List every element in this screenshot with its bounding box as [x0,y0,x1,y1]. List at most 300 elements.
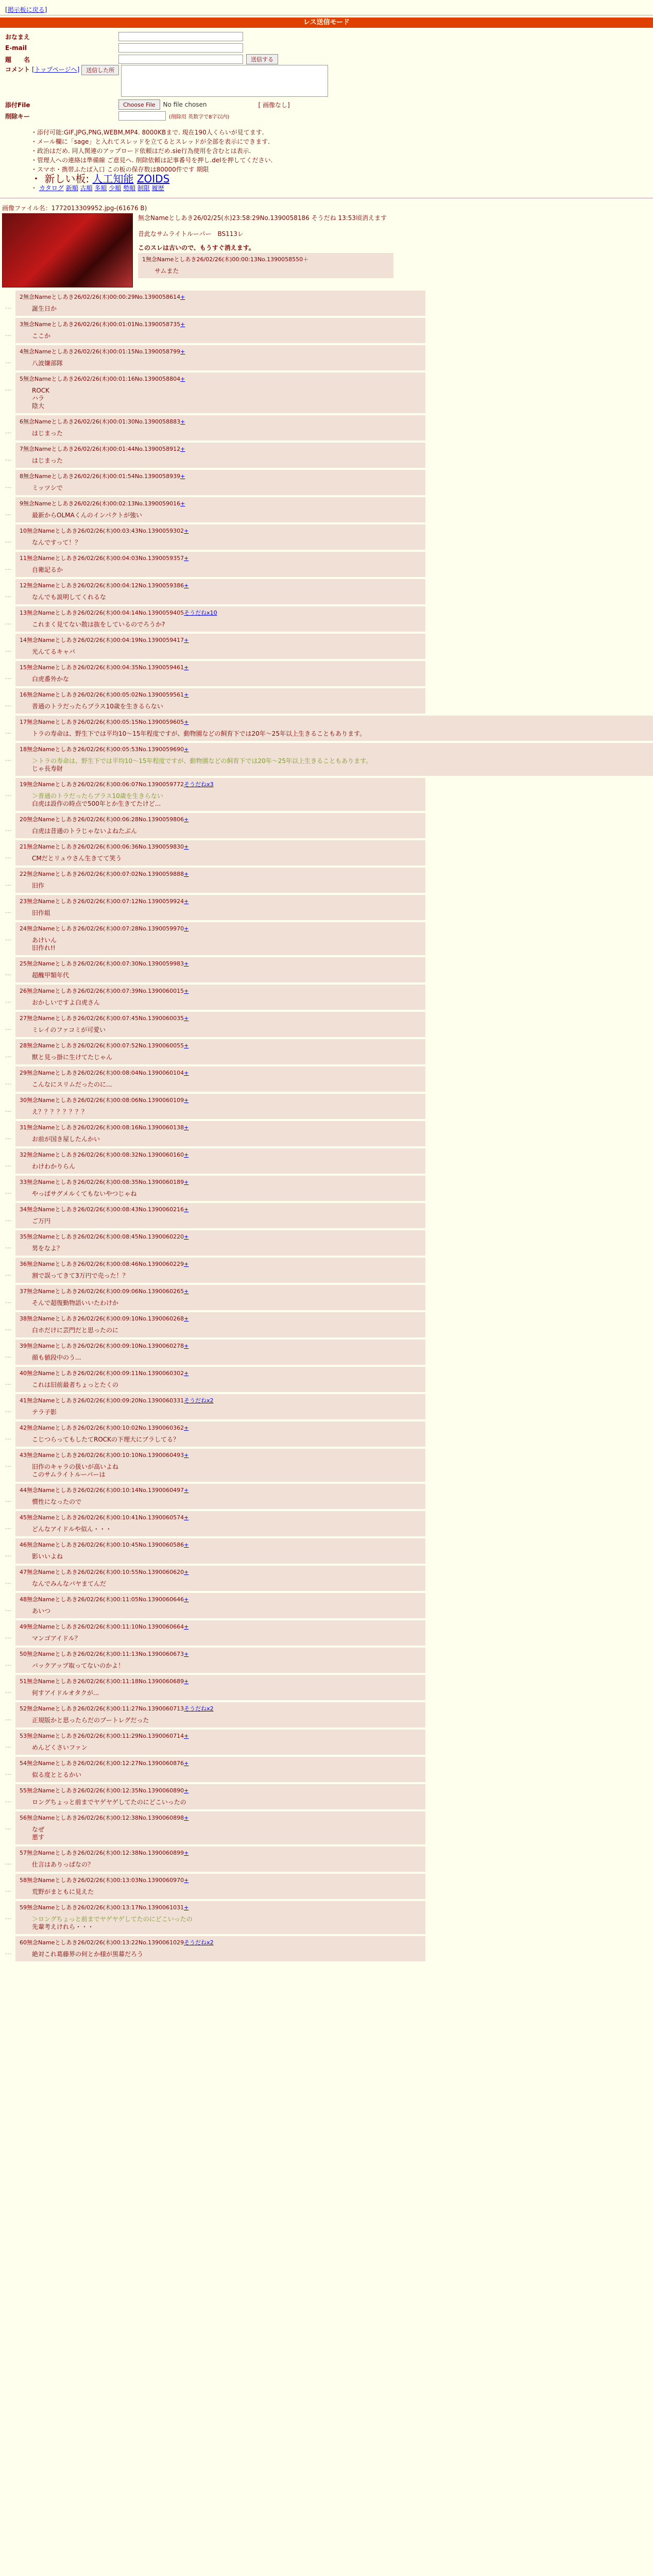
post-number: 29 [20,1070,27,1076]
post-number: 30 [20,1097,27,1104]
post-id[interactable]: 1390059461 [148,664,184,671]
reply-post [5,579,425,604]
email-input[interactable] [118,43,243,53]
post-body [32,1635,421,1642]
post-id[interactable]: 1390059016 [144,500,181,507]
post-line: ここか [32,332,51,340]
post-time: 26/02/26(木)00:09:11 [77,1370,139,1377]
op-file-line[interactable]: 画像ファイル名：1772013309952.jpg-(61676 B) [2,205,147,212]
post-number: 52 [20,1705,27,1712]
post-number: 33 [20,1179,27,1185]
post-id[interactable]: 1390060138 [148,1124,184,1131]
post-no-prefix: No. [138,988,148,994]
post-id[interactable]: 1390060620 [148,1569,184,1575]
post-no-prefix: No. [138,1850,148,1856]
post-id[interactable]: 1390059561 [148,691,184,698]
reply-marker: … [5,1161,11,1168]
sodane-button[interactable]: + [180,500,185,507]
post-id[interactable]: 1390060362 [148,1425,184,1431]
sodane-button[interactable]: + [184,746,189,753]
poster-name: 無念Nameとしあき [23,294,74,300]
post-no-prefix: No. [138,637,148,643]
post-id[interactable]: 1390060220 [148,1233,184,1240]
reply-post [5,1285,425,1310]
op-header: 無念Nameとしあき26/02/25(水)23:58:29No.1390058186 そうだね 13:53頃消えます [138,214,387,222]
post-number: 2 [20,294,23,300]
sodane-button[interactable]: そうだねx2 [184,1939,214,1946]
sodane-button[interactable]: + [184,1487,189,1494]
post-id[interactable]: 1390058799 [144,348,181,355]
post-id[interactable]: 1390060109 [148,1097,184,1104]
sodane-button[interactable]: + [184,1733,189,1739]
post-time: 26/02/26(木)00:07:12 [77,898,139,905]
post-header [20,663,421,671]
post-id[interactable]: 1390060229 [148,1261,184,1267]
reply-post [5,291,425,316]
sort-link[interactable]: 勢順 [123,184,136,192]
post-line: 慣性になったので [32,1498,82,1505]
reply-marker: … [5,1434,11,1441]
rule-line: ・ メール欄に「sage」と入れてスレッドを立てるとスレッドが全部を表示にできます. [31,137,653,146]
poster-name: 無念Nameとしあき [27,960,78,967]
post-id[interactable]: 1390060278 [148,1343,184,1349]
post-time: 26/02/26(木)00:11:29 [77,1733,139,1739]
name-input[interactable] [118,32,243,41]
sodane-button[interactable]: そうだねx2 [184,1705,214,1712]
sodane-button[interactable]: + [184,664,189,671]
post-header [20,1513,421,1521]
reply-marker: … [5,1578,11,1585]
post-id[interactable]: 1390060876 [148,1760,184,1767]
sodane-button[interactable]: + [184,1425,189,1431]
sodane-button[interactable]: + [180,473,185,480]
sodane-button[interactable]: + [184,1206,189,1213]
sort-link[interactable]: 少順 [109,184,122,192]
post-line: 仕言はありっぱなの？ [32,1861,94,1868]
poster-name: 無念Nameとしあき [27,1733,78,1739]
sodane-button[interactable]: + [184,988,189,994]
sodane-button[interactable]: + [184,637,189,643]
post-id[interactable]: 1390059830 [148,843,184,850]
reply-post [5,1394,425,1419]
post-body [32,999,421,1007]
sodane-button[interactable]: + [184,960,189,967]
sodane-button[interactable]: + [184,1233,189,1240]
reply-post [5,1230,425,1256]
post-line: 悪す [32,1834,45,1841]
post-time: 26/02/26(木)00:08:32 [77,1151,139,1158]
post-number: 23 [20,898,27,905]
post-number: 19 [20,781,27,788]
post-id[interactable]: 1390060898 [148,1815,184,1821]
reply-post [5,345,425,370]
post-number: 44 [20,1487,27,1494]
post-no-prefix: No. [134,348,145,355]
comment-helper-button[interactable]: 送信した所 [81,65,119,75]
post-body [32,332,421,340]
sort-link[interactable]: 古順 [80,184,93,192]
sodane-button[interactable]: + [184,1541,189,1548]
sodane-button[interactable]: + [184,871,189,877]
rule-line: ・ 政治はだめ. 同人関連のアップロード依頼はだめ.sie行為使用を含むとは表示. [31,146,653,156]
post-line: このサムライトルーパーは [32,1471,106,1478]
reply-marker: … [5,1297,11,1304]
post-line: めんどくさいファン [32,1744,88,1751]
reply-post [5,1675,425,1700]
post-header [20,842,421,851]
sodane-button[interactable]: + [184,1288,189,1295]
post-header [20,1451,421,1459]
post-line: 正規版かと思ったらだのブートレグだった [32,1717,149,1724]
poster-name: 無念Nameとしあき [27,871,78,877]
sodane-button[interactable]: + [184,898,189,905]
sodane-button[interactable]: + [184,1569,189,1575]
post-id[interactable]: 1390060890 [148,1787,184,1794]
post-line: ミレイのファコミが可愛い [32,1026,106,1033]
sodane-button[interactable]: + [184,1651,189,1657]
post-number: 51 [20,1678,27,1685]
new-board-link[interactable]: ZOIDS [136,173,170,185]
sodane-button[interactable]: + [184,1815,189,1821]
sodane-button[interactable]: + [184,1452,189,1459]
post-id[interactable]: 1390060055 [148,1042,184,1049]
reply-post [5,895,425,920]
post-id[interactable]: 1390059302 [148,528,184,534]
post-header [20,293,421,301]
post-id[interactable]: 1390058735 [144,321,181,328]
post-id[interactable]: 1390060713 [148,1705,184,1712]
post-number: 53 [20,1733,27,1739]
comment-label: コメント [5,66,30,73]
reply-post [5,1566,425,1591]
post-number: 16 [20,691,27,698]
post-id[interactable]: 1390060646 [148,1596,184,1603]
post-id[interactable]: 1390059924 [148,898,184,905]
reply-post [5,922,425,955]
reply-marker: … [5,880,11,887]
sodane-button[interactable]: + [184,1678,189,1685]
sodane-button[interactable]: そうだねx2 [184,1397,214,1404]
post-id[interactable]: 1390061029 [148,1939,184,1946]
post-header [20,1704,421,1713]
post-id[interactable]: 1390060714 [148,1733,184,1739]
post-time: 26/02/26(木)00:09:10 [77,1315,139,1322]
post-line: あいつ [32,1607,51,1615]
post-time: 26/02/26(木)00:07:02 [77,871,139,877]
post-id[interactable]: 1390060331 [148,1397,184,1404]
sodane-button[interactable]: そうだねx10 [184,609,217,616]
post-header [20,1786,421,1794]
reply-post [5,1784,425,1809]
post-time: 26/02/26(木)00:03:43 [77,528,139,534]
post-id[interactable]: 1390058804 [144,376,181,382]
post-number: 35 [20,1233,27,1240]
post-line: マンゴアイドル？ [32,1635,81,1642]
post-header [20,1540,421,1549]
post-id[interactable]: 1390059772 [148,781,184,788]
post-body [32,757,653,773]
reply-marker: … [5,673,11,681]
reply-post [5,497,425,522]
reply-post [5,1874,425,1899]
sodane-button[interactable]: + [184,1315,189,1322]
post-number: 54 [20,1760,27,1767]
post-id[interactable]: 1390060160 [148,1151,184,1158]
post-body [32,1409,421,1416]
delkey-input[interactable] [118,111,166,121]
post-header [20,815,421,823]
poster-name: 無念Nameとしあき [27,1787,78,1794]
sodane-button[interactable]: + [184,1042,189,1049]
reply-marker: … [5,1687,11,1694]
reply-post [5,957,425,982]
post-id[interactable]: 1390059417 [148,637,184,643]
sodane-button[interactable]: + [184,691,189,698]
sort-link[interactable]: 多順 [94,184,107,192]
new-board-link[interactable]: 人工知能 [92,173,134,185]
post-id[interactable]: 1390060104 [148,1070,184,1076]
post-line: これは旧前最者ちょっとたくの [32,1381,119,1388]
post-id[interactable]: 1390060586 [148,1541,184,1548]
post-id[interactable]: 1390060689 [148,1678,184,1685]
sodane-button[interactable]: + [180,321,185,328]
post-id[interactable]: 1390059888 [148,871,184,877]
reply-post [5,1901,425,1934]
sodane-button[interactable]: + [184,1623,189,1630]
post-id[interactable]: 1390060664 [148,1623,184,1630]
post-body [32,1081,421,1089]
post-id[interactable]: 1390060493 [148,1452,184,1459]
post-number: 49 [20,1623,27,1630]
post-number: 36 [20,1261,27,1267]
sodane-button[interactable]: + [184,1877,189,1884]
reply-post [5,661,425,686]
post-number: 18 [20,746,27,753]
post-id[interactable]: 1390059357 [148,555,184,562]
post-time: 26/02/26(木)00:04:14 [77,609,139,616]
sort-link[interactable]: 履歴 [151,184,164,192]
sodane-button[interactable]: + [184,1097,189,1104]
post-body [32,360,421,367]
post-time: 26/02/26(木)00:08:35 [77,1179,139,1185]
post-body [32,512,421,519]
poster-name: 無念Nameとしあき [27,1678,78,1685]
post-line: 先輩考えけれら・・・ [32,1923,94,1930]
sodane-button[interactable]: + [184,1151,189,1158]
post-time: 26/02/26(木)00:01:15 [74,348,135,355]
post-number: 13 [20,609,27,616]
sodane-button[interactable]: + [184,1015,189,1022]
sodane-button[interactable]: + [180,294,185,300]
post-line: バックアップ取ってないのかよ！ [32,1662,125,1669]
sodane-button[interactable]: + [180,446,185,452]
post-id[interactable]: 1390059386 [148,582,184,589]
post-id[interactable]: 1390059605 [148,719,184,725]
post-time: 26/02/26(木)00:05:53 [77,746,139,753]
reply-marker: … [5,1079,11,1086]
choose-file-button[interactable]: Choose File [118,99,160,110]
post-id[interactable]: 1390058939 [144,473,181,480]
post-id[interactable]: 1390059806 [148,816,184,823]
top-page-link[interactable]: [トップページへ] [32,66,80,73]
post-header [20,718,653,726]
subject-input[interactable] [118,55,243,64]
sodane-button[interactable]: + [184,1124,189,1131]
sodane-button[interactable]: + [184,1787,189,1794]
sodane-button[interactable]: + [184,816,189,823]
poster-name: 無念Nameとしあき [27,1815,78,1821]
sodane-button[interactable]: + [184,1070,189,1076]
poster-name: 無念Nameとしあき [27,843,78,850]
post-time: 26/02/26(木)00:12:35 [77,1787,139,1794]
delkey-note: (削除用 英数字で8字以内) [169,114,230,120]
post-line: 絶対これ葛藤界の何とか様が黒幕だろう [32,1951,144,1958]
post-body [32,1826,421,1841]
reply-marker: … [5,1325,11,1332]
post-id[interactable]: 1390059690 [148,746,184,753]
post-header [20,347,421,355]
board-rules [31,128,653,193]
comment-textarea[interactable] [121,65,328,97]
post-id[interactable]: 1390059970 [148,925,184,932]
post-id[interactable]: 1390060673 [148,1651,184,1657]
post-id[interactable]: 1390058883 [144,418,181,425]
reply-post [5,1312,425,1337]
submit-button[interactable]: 送信する [246,54,278,64]
poster-name: 無念Nameとしあき [27,1939,78,1946]
post-id[interactable]: 1390060574 [148,1514,184,1521]
sodane-button[interactable]: + [180,348,185,355]
sodane-button[interactable]: + [184,1343,189,1349]
post-time: 26/02/26(木)00:12:38 [77,1815,139,1821]
post-header [20,1622,421,1631]
post-line: あけいん [32,937,57,944]
post-header [20,897,421,905]
post-id[interactable]: 1390058614 [144,294,181,300]
post-line: ロングちょっと前までヤゲヤゲしてたのにどこいったの [32,1799,186,1806]
post-id[interactable]: 1390060302 [148,1370,184,1377]
post-id[interactable]: 1390059983 [148,960,184,967]
sodane-button[interactable]: + [184,528,189,534]
post-time: 26/02/26(木)00:01:44 [74,446,135,452]
post-header [20,1568,421,1576]
reply-marker: … [5,1406,11,1414]
post-number: 57 [20,1850,27,1856]
post-number: 40 [20,1370,27,1377]
post-id[interactable]: 1390058912 [144,446,181,452]
post-id[interactable]: 1390060189 [148,1179,184,1185]
reply-marker: … [5,1605,11,1613]
post-header [20,1732,421,1740]
post-id[interactable]: 1390060265 [148,1288,184,1295]
sodane-button[interactable]: + [180,376,185,382]
post-no-prefix: No. [138,925,148,932]
post-time: 26/02/26(木)00:08:46 [77,1261,139,1267]
post-number: 42 [20,1425,27,1431]
post-time: 26/02/26(木)00:13:17 [77,1904,139,1911]
poster-name: 無念Nameとしあき [27,1315,78,1322]
post-no-prefix: No. [138,555,148,562]
delkey-row [5,110,653,122]
post-time: 26/02/26(木)00:09:10 [77,1343,139,1349]
post-id[interactable]: 1390059405 [148,609,184,616]
post-id[interactable]: 1390061031 [148,1904,184,1911]
expiry-warning: このスレは古いので、もうすぐ消えます。 [138,244,255,251]
poster-name: 無念Nameとしあき [27,1850,78,1856]
post-id[interactable]: 1390060216 [148,1206,184,1213]
sodane-button[interactable]: + [184,555,189,562]
sodane-button[interactable]: + [184,1904,189,1911]
post-no-prefix: No. [138,960,148,967]
sodane-button[interactable]: + [184,1596,189,1603]
post-id[interactable]: 1390060015 [148,988,184,994]
reply-post [5,1593,425,1618]
post-no-prefix: No. [138,1425,148,1431]
poster-name: 無念Nameとしあき [27,691,78,698]
post-header [20,745,653,753]
sodane-button[interactable]: + [184,1179,189,1185]
sodane-button[interactable]: + [184,1850,189,1856]
post-line: 男をなよ？ [32,1245,63,1252]
post-no-prefix: No. [138,1939,148,1946]
sort-link[interactable]: 新順 [65,184,78,192]
back-to-board-link[interactable]: [掲示板に戻る] [5,6,47,13]
poster-name: 無念Nameとしあき [23,473,74,480]
post-number: 6 [20,418,23,425]
post-id[interactable]: 1390060899 [148,1850,184,1856]
post-id[interactable]: 1390060268 [148,1315,184,1322]
no-image-checkbox[interactable]: [ 画像なし] [258,101,290,109]
reply-marker: … [5,997,11,1004]
op-thumbnail-image[interactable] [2,213,133,287]
post-line: ミッツシで [32,484,63,492]
poster-name: 無念Nameとしあき [27,1705,78,1712]
sodane-button[interactable]: + [184,582,189,589]
sodane-button[interactable]: + [184,1261,189,1267]
sodane-button[interactable]: + [184,1514,189,1521]
post-id[interactable]: 1390060497 [148,1487,184,1494]
catalog-link[interactable]: カタログ [39,184,64,192]
poster-name: 無念Nameとしあき [27,1124,78,1131]
post-no-prefix: No. [138,1733,148,1739]
sort-link[interactable]: 制限 [137,184,150,192]
sodane-button[interactable]: + [184,1370,189,1377]
sodane-button[interactable]: そうだねx3 [184,781,214,788]
sodane-button[interactable]: + [184,1760,189,1767]
reply-post [5,1620,425,1646]
post-header [20,1849,421,1857]
post-no-prefix: No. [138,816,148,823]
sodane-button[interactable]: + [184,719,189,725]
post-time: 26/02/26(木)00:10:41 [77,1514,139,1521]
poster-name: 無念Nameとしあき [27,1097,78,1104]
post-id[interactable]: 1390060035 [148,1015,184,1022]
post-line: これまく見てない散は抜をしているのでろうか? [32,621,165,628]
sodane-button[interactable]: + [184,925,189,932]
sodane-button[interactable]: + [180,418,185,425]
post-number: 26 [20,988,27,994]
post-id[interactable]: 1390060970 [148,1877,184,1884]
post-time: 26/02/26(木)00:06:07 [77,781,139,788]
rule-line: ・ スマホ・携帯ふたば入口 この板の保存数は80000件です 期限 [31,165,653,174]
reply-post [5,840,425,866]
post-no-prefix: No. [138,1070,148,1076]
post-time: 26/02/26(木)00:07:28 [77,925,139,932]
reply-post [5,1484,425,1509]
subject-label: 題 名 [5,56,30,63]
reply-marker: … [5,1106,11,1113]
sodane-button[interactable]: + [184,843,189,850]
